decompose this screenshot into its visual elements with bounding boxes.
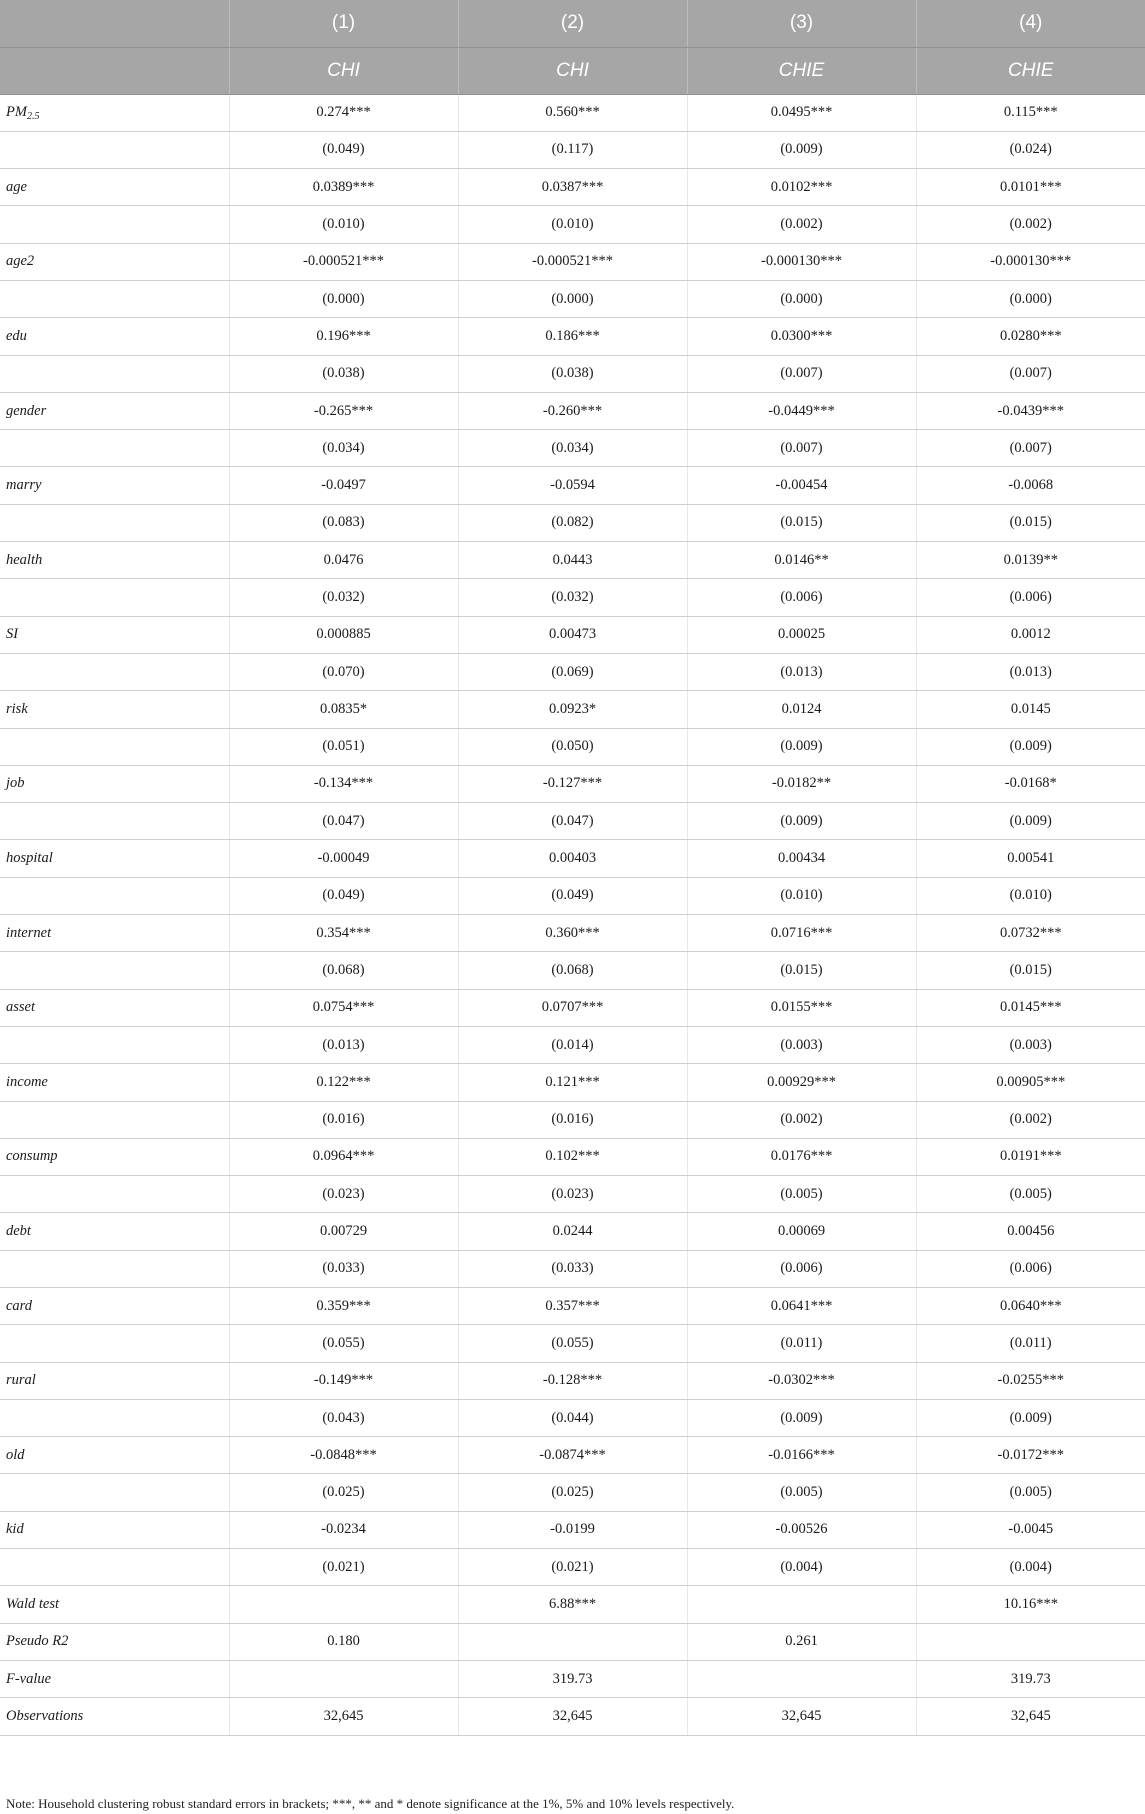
statistic-cell [458,1623,687,1660]
coefficient-row [0,1511,1145,1548]
coefficient-row [0,616,1145,653]
coefficient-row [0,765,1145,802]
standard-error-cell: (0.038) [229,355,458,392]
coefficient-cell: 0.0476 [229,542,458,579]
coefficient-cell: 0.122*** [229,1064,458,1101]
standard-error-cell: (0.069) [458,653,687,690]
standard-error-cell: (0.003) [687,1026,916,1063]
standard-error-cell: (0.015) [916,504,1145,541]
variable-label: internet [0,915,229,952]
coefficient-cell: 0.0964*** [229,1138,458,1175]
coefficient-cell: 0.00403 [458,840,687,877]
variable-label-empty [0,1176,229,1213]
standard-error-row [0,1026,1145,1063]
standard-error-cell: (0.015) [916,952,1145,989]
standard-error-cell: (0.000) [458,280,687,317]
coefficient-cell: 0.0280*** [916,318,1145,355]
coefficient-cell: -0.0497 [229,467,458,504]
standard-error-cell: (0.038) [458,355,687,392]
variable-label: old [0,1437,229,1474]
standard-error-cell: (0.051) [229,728,458,765]
standard-error-row [0,430,1145,467]
standard-error-cell: (0.083) [229,504,458,541]
standard-error-cell: (0.002) [687,1101,916,1138]
standard-error-cell: (0.049) [229,877,458,914]
standard-error-cell: (0.070) [229,653,458,690]
standard-error-cell: (0.024) [916,131,1145,168]
variable-label: card [0,1288,229,1325]
coefficient-row [0,467,1145,504]
coefficient-cell: -0.0172*** [916,1437,1145,1474]
coefficient-cell: 0.196*** [229,318,458,355]
coefficient-cell: -0.0874*** [458,1437,687,1474]
standard-error-cell: (0.023) [229,1176,458,1213]
standard-error-cell: (0.006) [687,1250,916,1287]
variable-label-empty [0,1250,229,1287]
statistic-cell: 32,645 [687,1698,916,1735]
variable-label: consump [0,1138,229,1175]
coefficient-cell: 0.00473 [458,616,687,653]
coefficient-cell: 0.00069 [687,1213,916,1250]
coefficient-cell: 0.0300*** [687,318,916,355]
coefficient-row [0,169,1145,206]
column-number: (1) [229,0,458,47]
coefficient-cell: 0.00541 [916,840,1145,877]
standard-error-cell: (0.009) [687,131,916,168]
variable-label-empty [0,728,229,765]
standard-error-cell: (0.007) [687,355,916,392]
statistic-cell: 0.180 [229,1623,458,1660]
coefficient-cell: -0.0255*** [916,1362,1145,1399]
coefficient-cell: -0.0168* [916,765,1145,802]
statistic-cell [229,1586,458,1623]
coefficient-cell: 0.354*** [229,915,458,952]
standard-error-cell: (0.016) [229,1101,458,1138]
coefficient-cell: -0.128*** [458,1362,687,1399]
statistic-label: Observations [0,1698,229,1735]
coefficient-cell: -0.0199 [458,1511,687,1548]
statistic-cell: 319.73 [458,1660,687,1697]
coefficient-cell: 0.00025 [687,616,916,653]
column-number: (2) [458,0,687,47]
standard-error-cell: (0.015) [687,952,916,989]
standard-error-cell: (0.009) [687,728,916,765]
standard-error-cell: (0.021) [229,1549,458,1586]
variable-label-empty [0,1549,229,1586]
coefficient-cell: -0.0166*** [687,1437,916,1474]
statistic-cell [687,1660,916,1697]
coefficient-cell: 0.0191*** [916,1138,1145,1175]
standard-error-cell: (0.033) [458,1250,687,1287]
statistic-label: Wald test [0,1586,229,1623]
standard-error-cell: (0.043) [229,1399,458,1436]
variable-label-empty [0,877,229,914]
coefficient-row [0,1213,1145,1250]
standard-error-cell: (0.010) [229,206,458,243]
statistic-row [0,1623,1145,1660]
standard-error-cell: (0.068) [458,952,687,989]
coefficient-cell: 0.0923* [458,691,687,728]
coefficient-row [0,691,1145,728]
standard-error-cell: (0.013) [916,653,1145,690]
standard-error-row [0,280,1145,317]
coefficient-row [0,989,1145,1026]
variable-label-empty [0,1474,229,1511]
coefficient-cell: 0.0176*** [687,1138,916,1175]
standard-error-cell: (0.005) [916,1176,1145,1213]
coefficient-cell: -0.000130*** [916,243,1145,280]
variable-label-empty [0,131,229,168]
variable-subscript: 2.5 [26,110,40,122]
coefficient-row [0,915,1145,952]
statistic-cell: 0.261 [687,1623,916,1660]
standard-error-cell: (0.000) [687,280,916,317]
coefficient-cell: 0.00434 [687,840,916,877]
statistic-label: Pseudo R2 [0,1623,229,1660]
coefficient-cell: 0.0101*** [916,169,1145,206]
variable-label-empty [0,1101,229,1138]
standard-error-cell: (0.049) [229,131,458,168]
coefficient-cell: 0.359*** [229,1288,458,1325]
variable-label: risk [0,691,229,728]
standard-error-cell: (0.025) [458,1474,687,1511]
variable-label: income [0,1064,229,1101]
coefficient-cell: 0.0145 [916,691,1145,728]
coefficient-cell: 0.560*** [458,94,687,131]
coefficient-cell: -0.0234 [229,1511,458,1548]
variable-label: rural [0,1362,229,1399]
coefficient-cell: -0.0439*** [916,392,1145,429]
coefficient-cell: 0.0640*** [916,1288,1145,1325]
statistic-cell [916,1623,1145,1660]
coefficient-row [0,1437,1145,1474]
header-corner [0,47,229,94]
coefficient-cell: -0.0449*** [687,392,916,429]
coefficient-row [0,1288,1145,1325]
coefficient-cell: 0.0145*** [916,989,1145,1026]
standard-error-cell: (0.013) [229,1026,458,1063]
statistic-row [0,1586,1145,1623]
dependent-variable: CHI [458,47,687,94]
coefficient-cell: 0.274*** [229,94,458,131]
standard-error-cell: (0.004) [916,1549,1145,1586]
standard-error-row [0,1325,1145,1362]
statistic-cell [229,1660,458,1697]
coefficient-cell: -0.127*** [458,765,687,802]
standard-error-cell: (0.004) [687,1549,916,1586]
coefficient-row [0,1362,1145,1399]
coefficient-cell: 0.115*** [916,94,1145,131]
coefficient-cell: -0.0182** [687,765,916,802]
coefficient-cell: -0.000521*** [229,243,458,280]
standard-error-cell: (0.033) [229,1250,458,1287]
coefficient-cell: 0.00456 [916,1213,1145,1250]
standard-error-row [0,1474,1145,1511]
variable-label: job [0,765,229,802]
standard-error-cell: (0.000) [229,280,458,317]
coefficient-row [0,94,1145,131]
standard-error-cell: (0.010) [458,206,687,243]
dependent-variable: CHIE [687,47,916,94]
dependent-variable-row [0,47,1145,94]
standard-error-row [0,1176,1145,1213]
variable-label: debt [0,1213,229,1250]
standard-error-cell: (0.050) [458,728,687,765]
variable-label-empty [0,1026,229,1063]
standard-error-cell: (0.032) [458,579,687,616]
coefficient-cell: 0.0835* [229,691,458,728]
standard-error-cell: (0.007) [916,355,1145,392]
coefficient-row [0,840,1145,877]
standard-error-cell: (0.010) [687,877,916,914]
standard-error-cell: (0.049) [458,877,687,914]
standard-error-cell: (0.016) [458,1101,687,1138]
standard-error-cell: (0.006) [687,579,916,616]
coefficient-cell: 0.0716*** [687,915,916,952]
statistic-row [0,1698,1145,1735]
standard-error-cell: (0.044) [458,1399,687,1436]
statistic-cell: 6.88*** [458,1586,687,1623]
variable-label: age2 [0,243,229,280]
variable-label-empty [0,504,229,541]
variable-label: marry [0,467,229,504]
standard-error-cell: (0.009) [687,803,916,840]
coefficient-cell: 0.00929*** [687,1064,916,1101]
coefficient-cell: 0.0387*** [458,169,687,206]
standard-error-cell: (0.021) [458,1549,687,1586]
standard-error-row [0,653,1145,690]
coefficient-cell: 0.0732*** [916,915,1145,952]
coefficient-cell: 0.0443 [458,542,687,579]
coefficient-cell: -0.0068 [916,467,1145,504]
header-corner [0,0,229,47]
standard-error-row [0,206,1145,243]
coefficient-cell: 0.0754*** [229,989,458,1026]
coefficient-row [0,542,1145,579]
coefficient-cell: 0.102*** [458,1138,687,1175]
column-number-row [0,0,1145,47]
column-number: (4) [916,0,1145,47]
coefficient-cell: -0.0045 [916,1511,1145,1548]
coefficient-cell: -0.149*** [229,1362,458,1399]
coefficient-cell: 0.0155*** [687,989,916,1026]
coefficient-cell: 0.000885 [229,616,458,653]
dependent-variable: CHIE [916,47,1145,94]
standard-error-cell: (0.025) [229,1474,458,1511]
statistic-cell: 32,645 [229,1698,458,1735]
standard-error-cell: (0.003) [916,1026,1145,1063]
coefficient-cell: -0.000521*** [458,243,687,280]
standard-error-cell: (0.015) [687,504,916,541]
standard-error-cell: (0.009) [916,728,1145,765]
coefficient-cell: 0.0641*** [687,1288,916,1325]
standard-error-cell: (0.055) [229,1325,458,1362]
standard-error-cell: (0.000) [916,280,1145,317]
coefficient-cell: 0.0707*** [458,989,687,1026]
statistic-cell: 319.73 [916,1660,1145,1697]
coefficient-cell: 0.0139** [916,542,1145,579]
standard-error-cell: (0.023) [458,1176,687,1213]
standard-error-cell: (0.009) [916,803,1145,840]
variable-label: SI [0,616,229,653]
variable-label-empty [0,1399,229,1436]
variable-label-empty [0,355,229,392]
standard-error-cell: (0.014) [458,1026,687,1063]
statistic-label: F-value [0,1660,229,1697]
standard-error-cell: (0.005) [687,1474,916,1511]
standard-error-cell: (0.032) [229,579,458,616]
standard-error-cell: (0.117) [458,131,687,168]
standard-error-cell: (0.002) [916,1101,1145,1138]
standard-error-row [0,579,1145,616]
variable-name: PM [6,103,27,120]
variable-label-empty [0,653,229,690]
variable-label: hospital [0,840,229,877]
coefficient-row [0,243,1145,280]
coefficient-cell: 0.0495*** [687,94,916,131]
coefficient-cell: 0.360*** [458,915,687,952]
variable-label: health [0,542,229,579]
variable-label-empty [0,206,229,243]
coefficient-cell: -0.00526 [687,1511,916,1548]
coefficient-cell: 0.0389*** [229,169,458,206]
standard-error-row [0,1549,1145,1586]
variable-label: gender [0,392,229,429]
standard-error-cell: (0.013) [687,653,916,690]
coefficient-cell: -0.000130*** [687,243,916,280]
standard-error-cell: (0.002) [916,206,1145,243]
coefficient-cell: 0.0244 [458,1213,687,1250]
statistic-row [0,1660,1145,1697]
statistic-cell [687,1586,916,1623]
standard-error-cell: (0.082) [458,504,687,541]
coefficient-cell: -0.0848*** [229,1437,458,1474]
coefficient-cell: 0.00905*** [916,1064,1145,1101]
coefficient-cell: -0.265*** [229,392,458,429]
standard-error-cell: (0.047) [229,803,458,840]
coefficient-cell: 0.357*** [458,1288,687,1325]
table-note: Note: Household clustering robust standard errors in brackets; ***, ** and * denote significance at the 1%, 5% and 10% levels respectively. [6,1796,735,1811]
dependent-variable: CHI [229,47,458,94]
standard-error-cell: (0.047) [458,803,687,840]
coefficient-cell: 0.186*** [458,318,687,355]
variable-label: asset [0,989,229,1026]
coefficient-cell: 0.00729 [229,1213,458,1250]
coefficient-cell: -0.00454 [687,467,916,504]
standard-error-cell: (0.034) [229,430,458,467]
standard-error-cell: (0.010) [916,877,1145,914]
variable-label-empty [0,280,229,317]
standard-error-cell: (0.068) [229,952,458,989]
variable-label: age [0,169,229,206]
standard-error-row [0,952,1145,989]
standard-error-cell: (0.009) [687,1399,916,1436]
coefficient-cell: -0.00049 [229,840,458,877]
standard-error-row [0,1250,1145,1287]
standard-error-row [0,504,1145,541]
standard-error-row [0,355,1145,392]
coefficient-row [0,318,1145,355]
standard-error-cell: (0.007) [687,430,916,467]
coefficient-cell: -0.260*** [458,392,687,429]
standard-error-row [0,728,1145,765]
standard-error-cell: (0.005) [916,1474,1145,1511]
standard-error-cell: (0.006) [916,579,1145,616]
table-header [0,0,1145,94]
coefficient-cell: -0.0594 [458,467,687,504]
table-body [0,94,1145,1735]
standard-error-cell: (0.055) [458,1325,687,1362]
coefficient-row [0,1138,1145,1175]
standard-error-cell: (0.005) [687,1176,916,1213]
statistic-cell: 10.16*** [916,1586,1145,1623]
variable-label-empty [0,430,229,467]
variable-label [0,94,229,131]
variable-label: kid [0,1511,229,1548]
standard-error-row [0,803,1145,840]
coefficient-cell: 0.0146** [687,542,916,579]
statistic-cell: 32,645 [916,1698,1145,1735]
coefficient-cell: 0.0124 [687,691,916,728]
coefficient-row [0,1064,1145,1101]
coefficient-row [0,392,1145,429]
standard-error-cell: (0.002) [687,206,916,243]
coefficient-cell: -0.0302*** [687,1362,916,1399]
variable-label-empty [0,803,229,840]
standard-error-row [0,131,1145,168]
standard-error-cell: (0.034) [458,430,687,467]
coefficient-cell: 0.0012 [916,616,1145,653]
coefficient-cell: 0.0102*** [687,169,916,206]
statistic-cell: 32,645 [458,1698,687,1735]
standard-error-cell: (0.007) [916,430,1145,467]
standard-error-row [0,1399,1145,1436]
standard-error-row [0,1101,1145,1138]
variable-label-empty [0,1325,229,1362]
coefficient-cell: 0.121*** [458,1064,687,1101]
variable-label-empty [0,579,229,616]
standard-error-cell: (0.006) [916,1250,1145,1287]
column-number: (3) [687,0,916,47]
standard-error-cell: (0.011) [916,1325,1145,1362]
standard-error-cell: (0.009) [916,1399,1145,1436]
variable-label-empty [0,952,229,989]
coefficient-cell: -0.134*** [229,765,458,802]
standard-error-cell: (0.011) [687,1325,916,1362]
standard-error-row [0,877,1145,914]
variable-label: edu [0,318,229,355]
